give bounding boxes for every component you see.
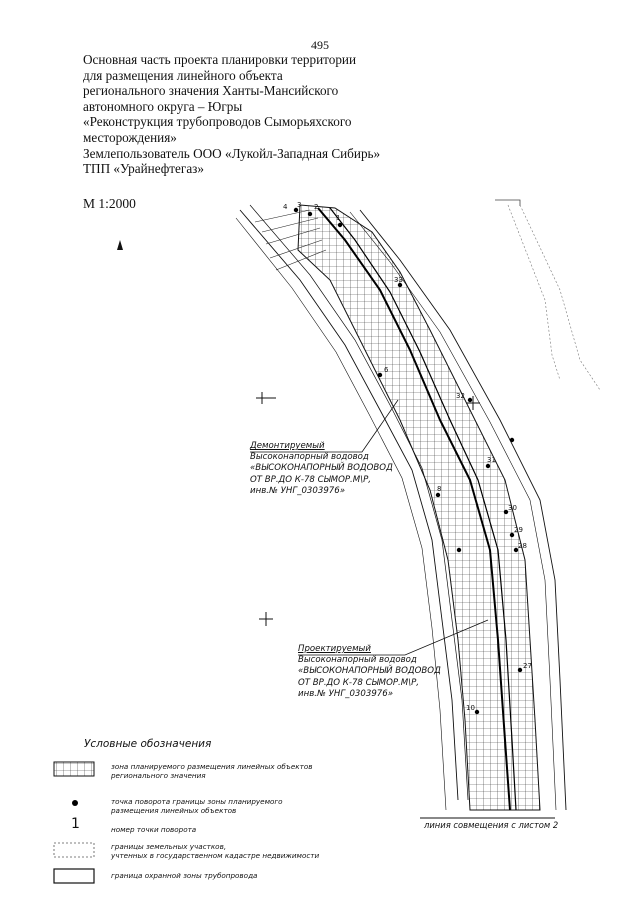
turning-point-dot [378,373,382,377]
point-number: 4 [283,203,288,211]
point-number: 30 [508,504,517,512]
point-number: 31 [487,456,496,464]
callout-line: ОТ ВР.ДО К-78 СЫМОР.М\Р, [298,677,419,688]
legend-number-symbol: 1 [71,816,80,832]
callout-head: Демонтируемый [250,441,325,451]
callout-line: «ВЫСОКОНАПОРНЫЙ ВОДОВОД [298,666,441,677]
title-line: для размещения линейного объекта [83,67,283,83]
road-edge [508,205,560,380]
callout-demolish [250,441,393,497]
callout-design [298,644,441,700]
title-line: «Реконструкция трубопроводов Сыморьяхского [83,114,352,130]
title-line: ТПП «Урайнефтегаз» [83,161,204,177]
legend-item [54,762,454,788]
point-number: 1 [336,214,341,222]
legend-item-text: зона планируемого размещения линейных объектов регионального значения [111,762,313,780]
point-number: 8 [437,485,442,493]
legend-item [54,871,454,897]
title-line: регионального значения Ханты-Мансийского [83,83,339,99]
callout-head: Проектируемый [298,644,371,654]
turning-point-dot [475,710,479,714]
point-number: 2 [314,203,319,211]
road-edge [520,205,600,390]
turning-point-dot [468,398,472,402]
title-line: Основная часть проекта планировки территории [83,52,357,67]
turning-point-dot [510,438,514,442]
callout-line: инв.№ УНГ_0303976» [298,688,394,699]
callout-line: «ВЫСОКОНАПОРНЫЙ ВОДОВОД [250,463,393,474]
legend-item [54,842,454,868]
legend-item-text: номер точки поворота [111,825,197,834]
page-number: 495 [311,38,329,52]
turning-point-dot [457,548,461,552]
match-line-label: линия совмещения с листом 2 [424,820,559,830]
turning-point-dot [436,493,440,497]
point-number: 3 [297,201,302,209]
point-number: 28 [518,542,527,550]
point-number: 32 [456,392,465,400]
callout-line: Высоконапорный водовод [250,452,369,463]
callout-line: ОТ ВР.ДО К-78 СЫМОР.М\Р, [250,474,371,485]
legend-item-text: граница охранной зоны трубопровода [111,871,258,880]
legend-item-text: границы земельных участков, учтенных в государственном кадастре недвижимости [111,842,320,860]
turning-point-dot [486,464,490,468]
legend-item-text: точка поворота границы зоны планируемого размещения линейных объектов [111,797,283,815]
point-number: 29 [514,526,523,534]
legend-title: Условные обозначения [84,738,212,750]
callout-line: Высоконапорный водовод [298,655,417,666]
point-number: 33 [394,276,403,284]
point-number: 10 [466,704,475,712]
turning-point-dot [518,668,522,672]
title-line: месторождения» [83,129,177,145]
legend-item [54,797,454,823]
point-number: 27 [523,662,532,670]
road-edge [495,200,520,206]
callout-line: инв.№ УНГ_0303976» [250,485,346,496]
title-line: автономного округа – Югры [83,98,243,114]
turning-point-dot [308,212,312,216]
point-number: 6 [384,366,389,374]
title-line: Землепользователь ООО «Лукойл-Западная Сибирь» [83,145,381,161]
map-scale: М 1:2000 [83,196,136,211]
turning-point-dot [338,223,342,227]
north-arrow-icon [117,240,123,250]
